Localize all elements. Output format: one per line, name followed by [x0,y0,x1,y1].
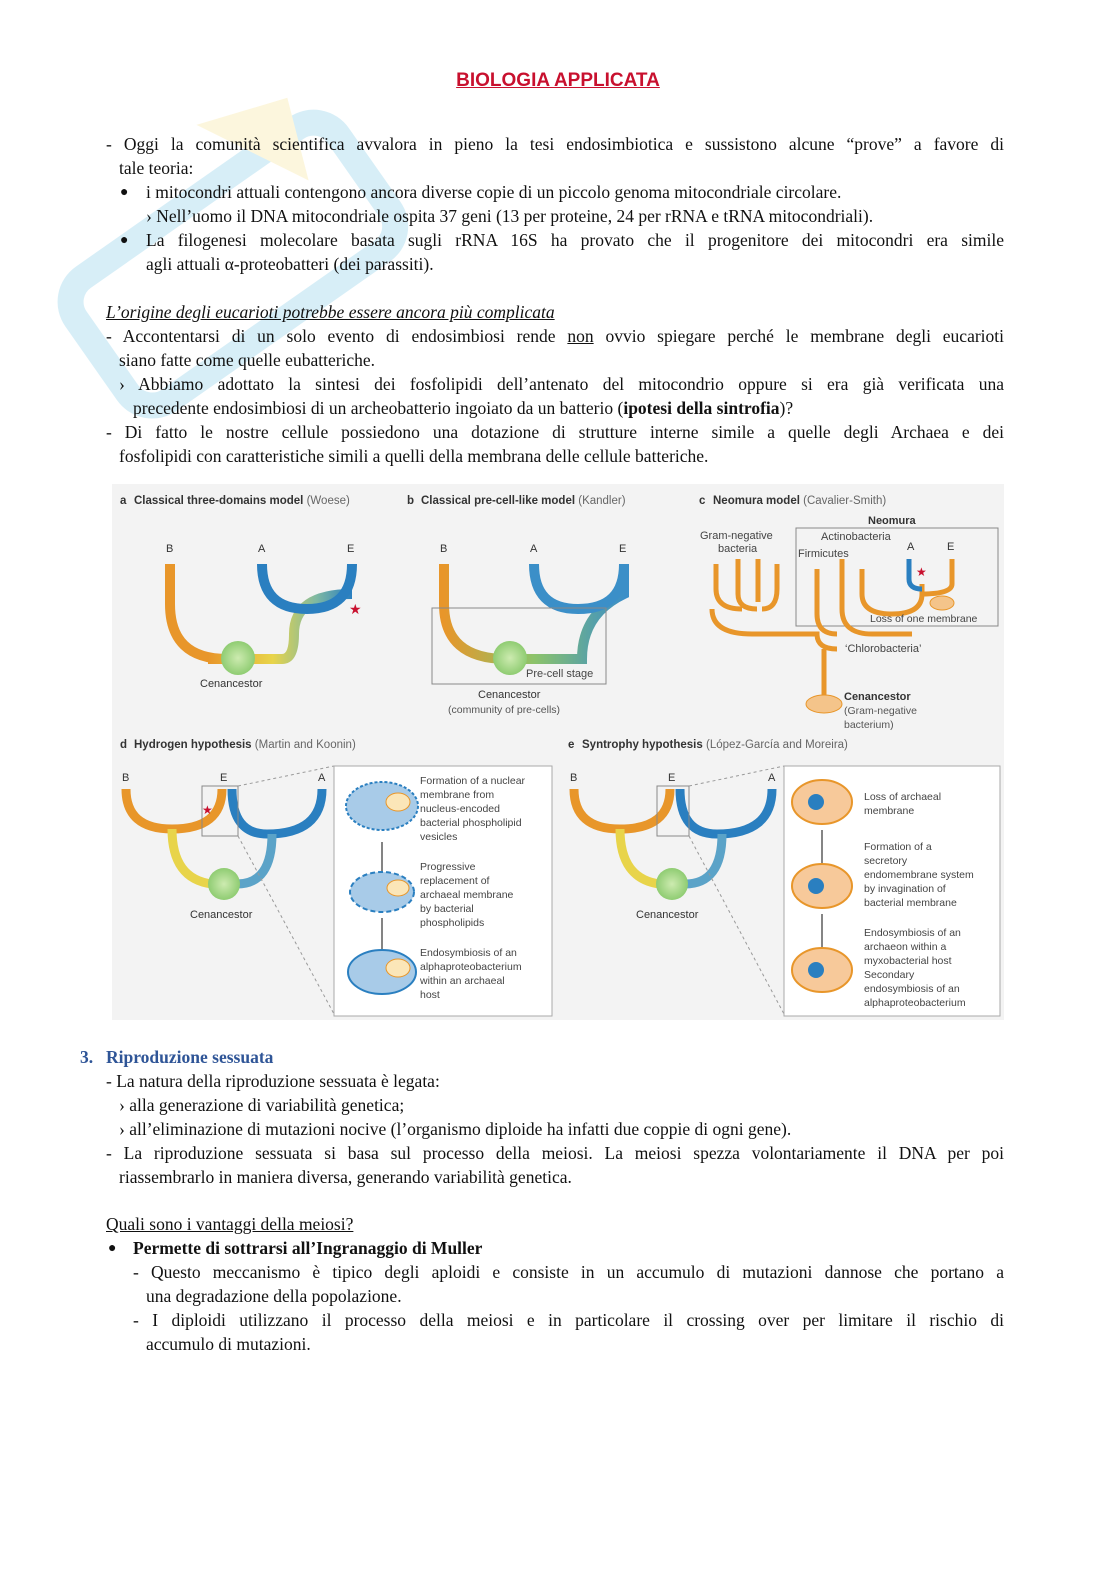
bullet-icon: ● [108,1241,117,1256]
paragraph-line: › Abbiamo adottato la sintesi dei fosfolipidi dell’antenato del mitocondrio oppure si era già verificata una [119,374,1004,394]
paragraph-line: › all’eliminazione di mutazioni nocive (l’organismo diploide ha infatti due coppie di ogni gene). [119,1119,792,1139]
svg-text:Cenancestor: Cenancestor [190,909,253,921]
svg-text:A: A [318,772,326,784]
svg-text:(community of pre-cells): (community of pre-cells) [448,704,561,716]
svg-text:Formation of a secre: Formation of a secretory endomembrane system by invagination of bacterial membrane [864,841,974,909]
paragraph-line: una degradazione della popolazione. [146,1286,402,1306]
svg-text:e: e [568,739,575,751]
svg-text:E: E [619,543,627,555]
svg-text:A: A [530,543,538,555]
svg-text:★: ★ [349,601,362,617]
svg-text:E: E [947,541,955,553]
svg-text:A: A [768,772,776,784]
section-heading: L’origine degli eucarioti potrebbe essere ancora più complicata [106,302,555,322]
panel-d [120,739,552,1016]
svg-text:★: ★ [916,565,927,579]
svg-text:‘Chlorobacteria’: ‘Chlorobacteria’ [845,643,922,655]
panel-b [407,495,626,716]
paragraph-line: fosfolipidi con caratteristiche simili a quelli della membrana delle cellule batteriche. [119,446,709,466]
paragraph-line: - Oggi la comunità scientifica avvalora in pieno la tesi endosimbiotica e sussistono alcune “prove” a favore di [106,134,1004,154]
svg-text:bacterium): bacterium) [844,719,894,731]
svg-text:(Gram-negative: (Gram-negative [844,705,917,717]
paragraph-line: - Accontentarsi di un solo evento di endosimbiosi rende non ovvio spiegare perché le membrane degli eucarioti [106,326,1005,346]
paragraph-line: - Questo meccanismo è tipico degli aploidi e consiste in un accumulo di mutazioni dannose che portano a [133,1262,1004,1282]
svg-text:Classical three-domains model: Classical three-domains model (Woese) [134,495,350,507]
svg-text:Gram-negative: Gram-negative [700,530,773,542]
paragraph-line: tale teoria: [119,158,194,178]
section-number: 3. [80,1047,94,1067]
paragraph-line: precedente endosimbiosi di un archeobatterio ingoiato da un batterio (ipotesi della sintrofia)? [133,398,794,418]
bullet-text: Permette di sottrarsi all’Ingranaggio di Muller [133,1238,483,1258]
bullet-text: i mitocondri attuali contengono ancora diverse copie di un piccolo genoma mitocondriale circolare. [146,182,842,202]
svg-text:Pre-cell stage: Pre-cell stage [526,668,594,680]
svg-text:Neomura model (Cavalier-Smith): Neomura model (Cavalier-Smith) [713,495,887,507]
paragraph-line: - I diploidi utilizzano il processo della meiosi e in particolare il crossing over per limitare il rischio di [133,1310,1004,1330]
svg-text:Loss of one membrane: Loss of one membrane [870,613,978,625]
svg-text:B: B [166,543,174,555]
svg-text:A: A [258,543,266,555]
paragraph-line: - La riproduzione sessuata si basa sul processo della meiosi. La meiosi spezza volontariamente il DNA per poi [106,1143,1004,1163]
svg-text:Hydrogen hypothesis (Martin an: Hydrogen hypothesis (Martin and Koonin) [134,739,356,751]
svg-text:Cenancestor: Cenancestor [636,909,699,921]
svg-text:Cenancestor: Cenancestor [844,691,911,703]
svg-text:Cenancestor: Cenancestor [478,689,541,701]
bullet-text: La filogenesi molecolare basata sugli rRNA 16S ha provato che il progenitore dei mitocondri era simile [146,230,1004,250]
paragraph-line: riassembrarlo in maniera diversa, generando variabilità genetica. [119,1167,572,1187]
svg-text:Endosymbiosis of an: Endosymbiosis of an alphaproteobacterium within an archaeal host [420,947,522,1001]
paragraph-line: - La natura della riproduzione sessuata è legata: [106,1071,440,1091]
svg-text:b: b [407,495,415,507]
paragraph-line: siano fatte come quelle eubatteriche. [119,350,376,370]
svg-text:d: d [120,739,128,751]
svg-text:E: E [347,543,355,555]
panel-a [120,495,362,690]
svg-text:Cenancestor: Cenancestor [200,678,263,690]
svg-text:B: B [440,543,448,555]
svg-text:Loss of archaeal mem: Loss of archaeal membrane [864,791,942,817]
svg-text:A: A [907,541,915,553]
svg-text:E: E [220,772,228,784]
bullet-icon: ● [120,233,129,248]
svg-text:B: B [570,772,578,784]
svg-text:Firmicutes: Firmicutes [798,548,849,560]
svg-text:Syntrophy hypothesis (López-Ga: Syntrophy hypothesis (López-García and Moreira) [582,739,848,751]
paragraph-line: › alla generazione di variabilità genetica; [119,1095,405,1115]
section-heading: Riproduzione sessuata [106,1047,274,1067]
svg-text:Formation of a nuclear: Formation of a nuclear membrane from nucleus-encoded bacterial phospholipid vesicles [420,775,526,843]
phylogeny-figure [112,484,1004,1020]
svg-text:E: E [668,772,676,784]
page-title: BIOLOGIA APPLICATA [456,70,660,91]
svg-text:Neomura: Neomura [868,515,916,527]
sub-bullet-text: › Nell’uomo il DNA mitocondriale ospita 37 geni (13 per proteine, 24 per rRNA e tRNA mitocondriali). [146,206,874,226]
svg-text:Progressive replacem: Progressive replacement of archaeal membrane by bacterial phospholipids [420,861,514,929]
svg-text:bacteria: bacteria [718,543,758,555]
panel-e [568,739,1000,1016]
svg-text:Actinobacteria: Actinobacteria [821,531,891,543]
paragraph-line: - Di fatto le nostre cellule possiedono una dotazione di strutture interne simile a quelle degli Archaea e dei [106,422,1004,442]
svg-text:c: c [699,495,706,507]
panel-c [699,495,998,731]
paragraph-line: accumulo di mutazioni. [146,1334,311,1354]
subheading: Quali sono i vantaggi della meiosi? [106,1214,354,1234]
svg-text:Endosymbiosis of an: Endosymbiosis of an archaeon within a myxobacterial host Secondary endosymbiosis of an alphaproteobacterium [864,927,966,1009]
bullet-icon: ● [120,185,129,200]
svg-text:B: B [122,772,130,784]
svg-text:a: a [120,495,127,507]
bullet-text: agli attuali α-proteobatteri (dei parassiti). [146,254,434,274]
svg-text:★: ★ [202,803,213,817]
svg-text:Classical pre-cell-like model: Classical pre-cell-like model (Kandler) [421,495,626,507]
